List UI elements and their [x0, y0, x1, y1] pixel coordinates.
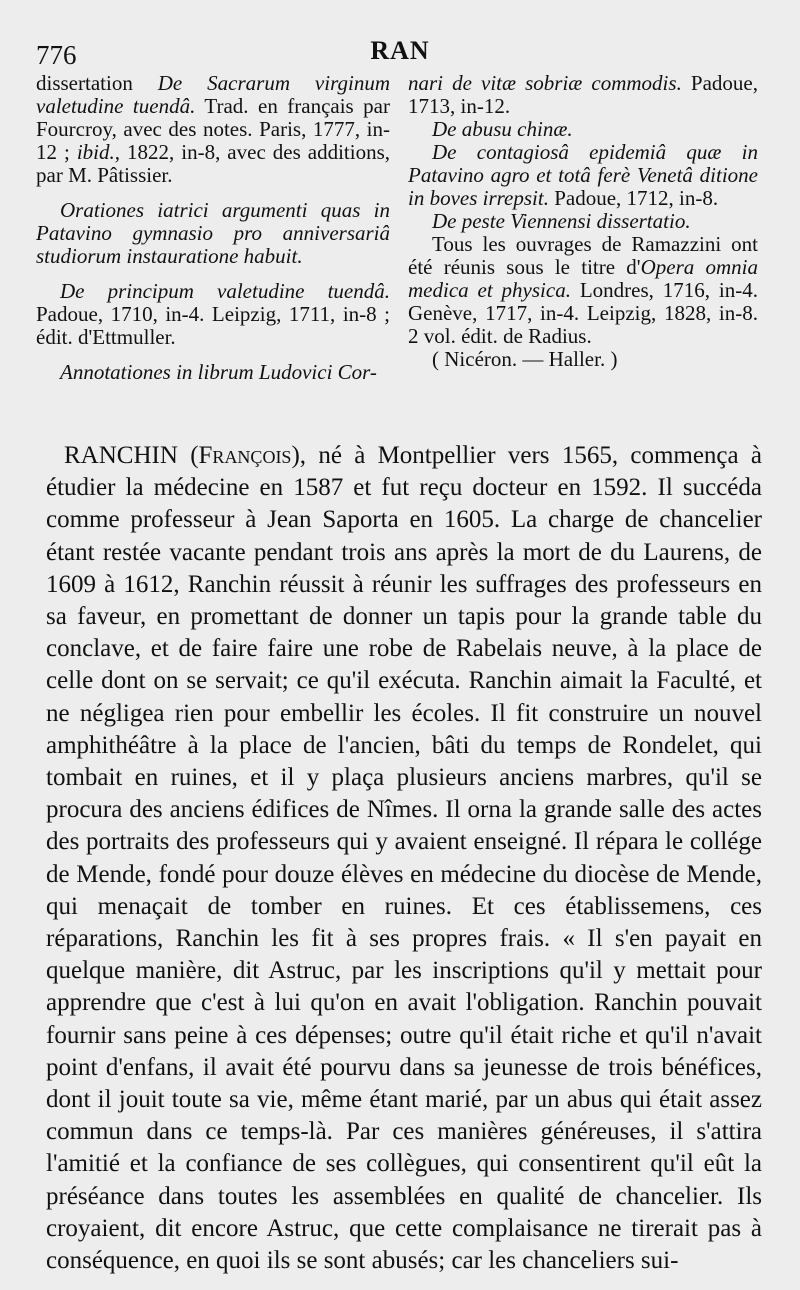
page-header — [36, 36, 764, 76]
work-title: De contagiosâ epidemiâ quæ in Patavino agro et totâ ferè Venetâ ditione in boves irrepsit. — [408, 140, 758, 210]
bibliography-entry: nari de vitæ sobriæ commodis. Padoue, 1713, in-12. — [408, 71, 758, 118]
running-head: RAN — [370, 36, 430, 65]
biography-entry — [46, 440, 762, 1277]
entry-text: , né à Montpellier vers 1565, commença à étudier la médecine en 1587 et fut reçu docteur en 1592. Il succéda comme professeur à Jean Saporta en 1605. La charge de chancelier étant restée vacante pendant trois ans après la mort de du Laurens, de 1609 à 1612, Ranchin réussit à réunir les suffrages des professeurs en sa faveur, en promettant de donner un tapis pour la grande table du conclave, et de faire faire une robe de Rabelais neuve, à la place de celle dont on se servait; ce qu'il exécuta. Ranchin aimait la Faculté, et ne négligea rien pour embellir les écoles. Il fit construire un nouvel amphithéâtre à la place de l'ancien, bâti du temps de Rondelet, qui tombait en ruines, et il y plaça plusieurs anciens marbres, qu'il se procura des anciens édifices de Nîmes. Il orna la grande salle des actes des portraits des professeurs qui y avaient enseigné. Il répara le collége de Mende, fondé pour douze élèves en médecine du diocèse de Mende, qui menaçait de tomber en ruines. Et ces établissemens, ces réparations, Ranchin les fit à ses propres frais. « Il s'en payait en quelque manière, dit Astruc, par les inscriptions qu'il y mettait pour apprendre que c'est à lui qu'on en avait l'obligation. Ranchin pouvait fournir sans peine à ces dépenses; outre qu'il était riche et qu'il n'avait point d'enfans, il avait été pourvu dans sa jeunesse de trois bénéfices, dont il jouit toute sa vie, même étant marié, par un abus qui était assez commun dans ce temps-là. Par ces manières généreuses, il s'attira l'amitié et la confiance de ses collègues, qui consentirent qu'il eût la préséance dans toutes les assemblées en qualité de chancelier. Ils croyaient, dit encore Astruc, que cette complaisance ne tirerait pas à conséquence, en quoi ils se sont abusés; car les chanceliers sui- — [46, 442, 763, 1275]
entry-first-name: (François) — [190, 442, 300, 469]
bibliography-entry: De contagiosâ epidemiâ quæ in Patavino agro et totâ ferè Venetâ ditione in boves irrepsit. Padoue, 1712, in-8. — [408, 140, 758, 210]
left-column — [36, 72, 390, 384]
work-title: De abusu chinæ. — [432, 117, 573, 141]
entry-name: RANCHIN — [64, 442, 178, 469]
bibliography-entry: De principum valetudine tuendâ. Padoue, 1710, in-4. Leipzig, 1711, in-8 ; édit. d'Ettmuller. — [36, 279, 390, 349]
ibid-marker: ibid. — [76, 140, 115, 164]
work-title: nari de vitæ sobriæ commodis. — [408, 71, 682, 95]
work-title: Annotationes in librum Ludovici Cor- — [60, 360, 377, 384]
bibliography-entry — [408, 118, 758, 141]
bibliography-entry: dissertation De Sacrarum virginum valetudine tuendâ. Trad. en français par Fourcroy, avec des notes. Paris, 1777, in-12 ; ibid., 1822, in-8, avec des additions, par M. Pâtissier. — [36, 71, 390, 187]
bibliography-entry — [36, 199, 390, 268]
work-title: De principum valetudine tuendâ. — [60, 279, 390, 303]
bibliography-entry — [408, 210, 758, 233]
right-column — [408, 72, 758, 371]
work-title: De peste Viennensi dissertatio. — [432, 209, 691, 233]
sources-citation: ( Nicéron. — Haller. ) — [432, 347, 618, 371]
bibliography-entry — [36, 361, 390, 384]
collected-works-note: Tous les ouvrages de Ramazzini ont été réunis sous le titre d'Opera omnia medica et physica. Londres, 1716, in-4. Genève, 1717, in-4. Leipzig, 1828, in-8. 2 vol. édit. de Radius. — [408, 232, 758, 348]
work-title: Opera omnia medica et physica. — [408, 255, 758, 302]
page-number: 776 — [36, 40, 77, 70]
work-title: Orationes iatrici argumenti quas in Patavino gymnasio pro anniversariâ studiorum instauratione habuit. — [36, 198, 390, 268]
work-title: De Sacrarum virginum valetudine tuendâ. — [36, 71, 390, 118]
